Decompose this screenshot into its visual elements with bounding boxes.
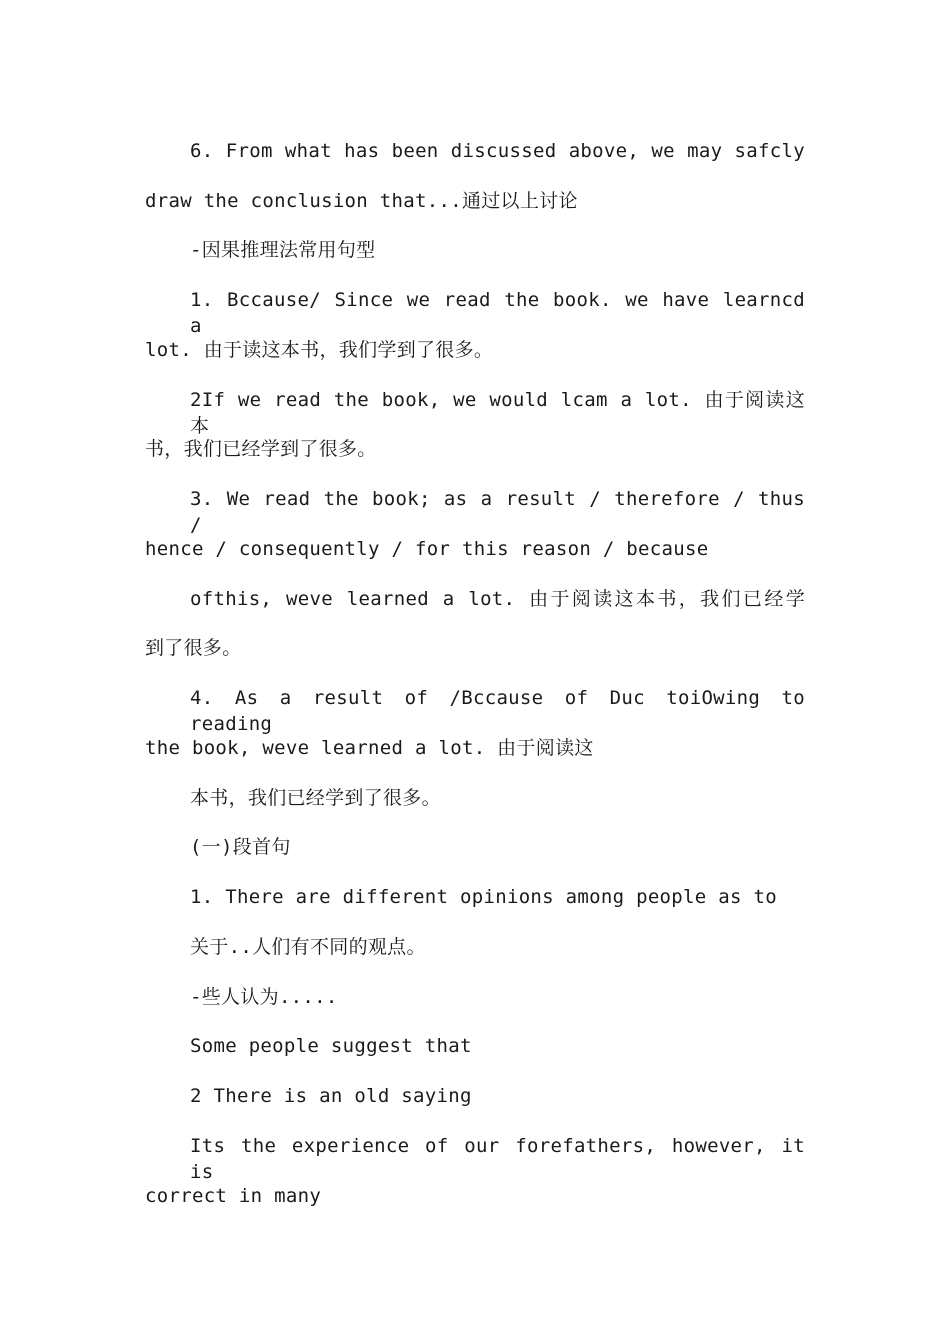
text-line: 2If we read the book, we would lcam a lot. 由于阅读这本 (190, 389, 805, 437)
text-line: 6. From what has been discussed above, we may safcly (190, 140, 805, 162)
text-line: ofthis, weve learned a lot. 由于阅读这本书，我们已经学 (190, 588, 805, 610)
text-line: -因果推理法常用句型 (190, 239, 376, 261)
text-line: -些人认为..... (190, 986, 338, 1008)
text-line: 到了很多。 (145, 637, 242, 659)
text-line: 4. As a result of /Bccause of Duc toiOwing to reading (190, 687, 805, 735)
text-line: lot. 由于读这本书，我们学到了很多。 (145, 339, 494, 361)
text-line: Some people suggest that (190, 1035, 472, 1057)
text-line: 1. Bccause/ Since we read the book. we have learncd a (190, 289, 805, 337)
text-line: hence / consequently / for this reason / because (145, 538, 709, 560)
text-line: 3. We read the book; as a result / therefore / thus / (190, 488, 805, 536)
text-line: 1. There are different opinions among people as to (190, 886, 777, 908)
text-line: draw the conclusion that...通过以上讨论 (145, 190, 578, 212)
section-heading: (一)段首句 (190, 836, 291, 858)
text-line: 2 There is an old saying (190, 1085, 472, 1107)
text-line: 本书，我们已经学到了很多。 (190, 787, 441, 809)
text-line: 关于..人们有不同的观点。 (190, 936, 426, 958)
text-line: Its the experience of our forefathers, however, it is (190, 1135, 805, 1183)
text-line: 书，我们已经学到了很多。 (145, 438, 377, 460)
text-line: correct in many (145, 1185, 322, 1207)
text-line: the book, weve learned a lot. 由于阅读这 (145, 737, 594, 759)
